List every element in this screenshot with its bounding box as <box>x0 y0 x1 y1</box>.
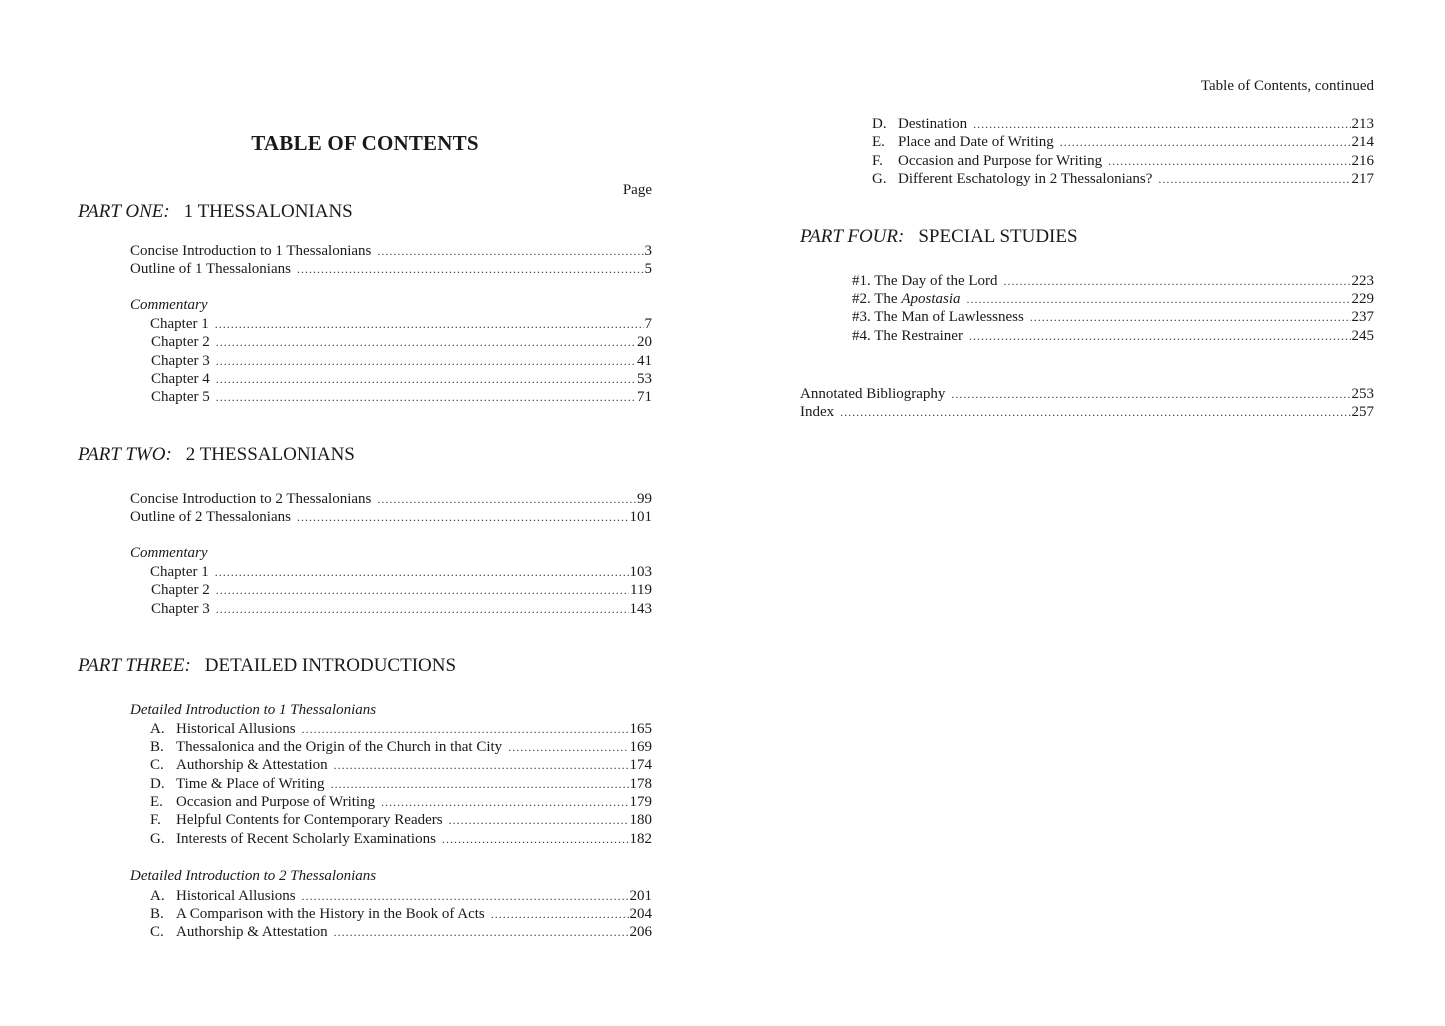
page-column-label: Page <box>622 182 652 198</box>
toc-entry-subsection[interactable] <box>150 923 652 941</box>
continued-header: Table of Contents, continued <box>1200 78 1374 94</box>
entry-marker: #3. <box>852 309 871 325</box>
entry-page: 71 <box>637 389 652 405</box>
entry-marker: E. <box>150 794 163 810</box>
entry-page: 201 <box>629 888 652 904</box>
dot-leader <box>449 811 629 829</box>
dot-leader <box>442 830 629 848</box>
dot-leader <box>331 775 629 793</box>
toc-entry-subsection[interactable] <box>150 811 652 829</box>
entry-marker: F. <box>872 153 883 169</box>
entry-label: Thessalonica and the Origin of the Church in that City <box>176 739 503 755</box>
entry-page: 180 <box>629 812 652 828</box>
entry-page: 206 <box>629 924 652 940</box>
entry-label: Outline of 1 Thessalonians <box>130 261 291 277</box>
toc-entry-chapter[interactable] <box>151 600 652 618</box>
toc-entry-part-two-outline[interactable] <box>130 508 652 526</box>
detailed-intro-2-heading: Detailed Introduction to 2 Thessalonians <box>130 868 377 884</box>
entry-label: Interests of Recent Scholarly Examinations <box>176 831 436 847</box>
dot-leader <box>1030 308 1351 326</box>
entry-label: Apostasia <box>901 291 961 307</box>
toc-entry-special-study[interactable] <box>852 308 1374 326</box>
entry-label: Chapter 5 <box>151 389 210 405</box>
entry-page: 178 <box>629 776 652 792</box>
entry-label: Historical Allusions <box>176 888 296 904</box>
dot-leader <box>334 756 629 774</box>
entry-label: Occasion and Purpose of Writing <box>176 794 376 810</box>
toc-entry-part-two-intro[interactable] <box>130 490 652 508</box>
detailed-intro-1-heading: Detailed Introduction to 1 Thessalonians <box>130 702 377 718</box>
dot-leader <box>508 738 628 756</box>
toc-entry-chapter[interactable] <box>151 370 652 388</box>
entry-label: Time & Place of Writing <box>176 776 325 792</box>
part-four-label: PART FOUR: <box>800 226 905 247</box>
toc-entry-chapter[interactable] <box>151 388 652 406</box>
entry-page: 204 <box>629 906 652 922</box>
entry-page: 3 <box>644 243 652 259</box>
page-title: TABLE OF CONTENTS <box>251 131 479 155</box>
entry-label: Concise Introduction to 1 Thessalonians <box>130 243 372 259</box>
entry-marker: D. <box>872 116 887 132</box>
entry-page: 245 <box>1351 328 1374 344</box>
part-one-title: 1 THESSALONIANS <box>183 201 353 222</box>
dot-leader <box>969 327 1351 345</box>
entry-label: Chapter 3 <box>151 353 210 369</box>
entry-page: 229 <box>1351 291 1374 307</box>
entry-page: 213 <box>1351 116 1374 132</box>
entry-label: Authorship & Attestation <box>176 924 328 940</box>
entry-label: Concise Introduction to 2 Thessalonians <box>130 491 372 507</box>
dot-leader <box>491 905 629 923</box>
entry-label: Restrainer <box>901 328 963 344</box>
entry-prefix: The <box>874 309 898 325</box>
entry-label: Chapter 4 <box>151 371 210 387</box>
part-four-heading <box>800 226 1078 248</box>
entry-marker: #1. <box>852 273 871 289</box>
dot-leader <box>377 242 643 260</box>
entry-label: Historical Allusions <box>176 721 296 737</box>
dot-leader <box>216 333 636 351</box>
entry-label: Chapter 3 <box>151 601 210 617</box>
toc-entry-special-study[interactable] <box>852 290 1374 308</box>
toc-entry-index[interactable] <box>800 403 1374 421</box>
entry-page: 253 <box>1351 386 1374 402</box>
entry-label: Annotated Bibliography <box>800 386 946 402</box>
entry-prefix: The <box>874 291 898 307</box>
toc-entry-chapter[interactable] <box>151 333 652 351</box>
entry-page: 217 <box>1351 171 1374 187</box>
entry-marker: D. <box>150 776 165 792</box>
entry-marker: G. <box>872 171 887 187</box>
entry-label: Day of the Lord <box>901 273 998 289</box>
part-two-title: 2 THESSALONIANS <box>185 444 355 465</box>
dot-leader <box>1158 170 1350 188</box>
commentary-heading-part-one: Commentary <box>130 297 208 313</box>
entry-label: Authorship & Attestation <box>176 757 328 773</box>
entry-page: 223 <box>1351 273 1374 289</box>
entry-marker: #4. <box>852 328 871 344</box>
entry-page: 174 <box>629 757 652 773</box>
dot-leader <box>1060 133 1351 151</box>
entry-page: 182 <box>629 831 652 847</box>
entry-page: 165 <box>629 721 652 737</box>
entry-page: 101 <box>629 509 652 525</box>
entry-label: Outline of 2 Thessalonians <box>130 509 291 525</box>
dot-leader <box>1004 272 1351 290</box>
part-two-label: PART TWO: <box>78 444 172 465</box>
toc-entry-chapter[interactable] <box>150 563 652 581</box>
dot-leader <box>302 887 629 905</box>
toc-entry-subsection[interactable] <box>150 738 652 756</box>
entry-page: 41 <box>637 353 652 369</box>
entry-label: Chapter 1 <box>150 316 209 332</box>
entry-label: Place and Date of Writing <box>898 134 1054 150</box>
toc-entry-special-study[interactable] <box>852 272 1374 290</box>
entry-label: Chapter 1 <box>150 564 209 580</box>
entry-label: A Comparison with the History in the Book of Acts <box>176 906 485 922</box>
entry-page: 214 <box>1351 134 1374 150</box>
part-three-label: PART THREE: <box>78 655 191 676</box>
entry-page: 99 <box>637 491 652 507</box>
dot-leader <box>381 793 628 811</box>
entry-page: 169 <box>629 739 652 755</box>
entry-label: Chapter 2 <box>151 582 210 598</box>
entry-page: 179 <box>629 794 652 810</box>
entry-marker: B. <box>150 906 164 922</box>
toc-entry-special-study[interactable] <box>852 327 1374 345</box>
entry-marker: F. <box>150 812 161 828</box>
toc-entry-subsection[interactable] <box>872 115 1374 133</box>
part-two-heading <box>78 444 355 466</box>
toc-entry-subsection[interactable] <box>150 756 652 774</box>
toc-entry-subsection[interactable] <box>150 905 652 923</box>
part-three-title: DETAILED INTRODUCTIONS <box>204 655 457 676</box>
dot-leader <box>334 923 629 941</box>
part-one-label: PART ONE: <box>78 201 170 222</box>
dot-leader <box>302 720 629 738</box>
commentary-heading-part-two: Commentary <box>130 545 208 561</box>
entry-page: 257 <box>1351 404 1374 420</box>
entry-marker: G. <box>150 831 165 847</box>
dot-leader <box>840 403 1350 421</box>
entry-label: Occasion and Purpose for Writing <box>898 153 1103 169</box>
entry-label: Chapter 2 <box>151 334 210 350</box>
dot-leader <box>216 388 636 406</box>
dot-leader <box>951 385 1350 403</box>
entry-page: 237 <box>1351 309 1374 325</box>
toc-entry-chapter[interactable] <box>151 581 652 599</box>
entry-marker: B. <box>150 739 164 755</box>
dot-leader <box>973 115 1350 133</box>
entry-label: Man of Lawlessness <box>901 309 1024 325</box>
part-one-heading <box>78 201 353 223</box>
dot-leader <box>216 600 629 618</box>
dot-leader <box>216 352 636 370</box>
entry-page: 103 <box>629 564 652 580</box>
entry-marker: E. <box>872 134 885 150</box>
toc-entry-chapter[interactable] <box>151 352 652 370</box>
toc-entry-subsection[interactable] <box>872 170 1374 188</box>
toc-entry-chapter[interactable] <box>150 315 652 333</box>
part-three-heading <box>78 655 456 677</box>
toc-entry-subsection[interactable] <box>150 775 652 793</box>
entry-marker: C. <box>150 757 164 773</box>
toc-entry-subsection[interactable] <box>150 830 652 848</box>
dot-leader <box>215 563 629 581</box>
entry-page: 216 <box>1351 153 1374 169</box>
part-four-title: SPECIAL STUDIES <box>918 226 1078 247</box>
entry-marker: #2. <box>852 291 871 307</box>
toc-entry-subsection[interactable] <box>872 133 1374 151</box>
entry-marker: A. <box>150 721 165 737</box>
dot-leader <box>1108 152 1350 170</box>
toc-entry-part-one-outline[interactable] <box>130 260 652 278</box>
entry-prefix: The <box>874 273 898 289</box>
dot-leader <box>216 370 636 388</box>
dot-leader <box>297 508 629 526</box>
dot-leader <box>967 290 1351 308</box>
entry-page: 5 <box>644 261 652 277</box>
toc-entry-bibliography[interactable] <box>800 385 1374 403</box>
dot-leader <box>215 315 644 333</box>
entry-label: Different Eschatology in 2 Thessalonians? <box>898 171 1153 187</box>
toc-entry-subsection[interactable] <box>150 720 652 738</box>
dot-leader <box>377 490 636 508</box>
entry-page: 143 <box>629 601 652 617</box>
entry-page: 7 <box>644 316 652 332</box>
toc-entry-subsection[interactable] <box>150 887 652 905</box>
entry-prefix: The <box>874 328 898 344</box>
dot-leader <box>297 260 644 278</box>
entry-marker: C. <box>150 924 164 940</box>
entry-marker: A. <box>150 888 165 904</box>
entry-page: 119 <box>630 582 652 598</box>
entry-page: 20 <box>637 334 652 350</box>
toc-entry-subsection[interactable] <box>872 152 1374 170</box>
entry-page: 53 <box>637 371 652 387</box>
dot-leader <box>216 581 629 599</box>
entry-label: Helpful Contents for Contemporary Readers <box>176 812 443 828</box>
toc-entry-subsection[interactable] <box>150 793 652 811</box>
toc-entry-part-one-intro[interactable] <box>130 242 652 260</box>
entry-label: Index <box>800 404 835 420</box>
entry-label: Destination <box>898 116 968 132</box>
